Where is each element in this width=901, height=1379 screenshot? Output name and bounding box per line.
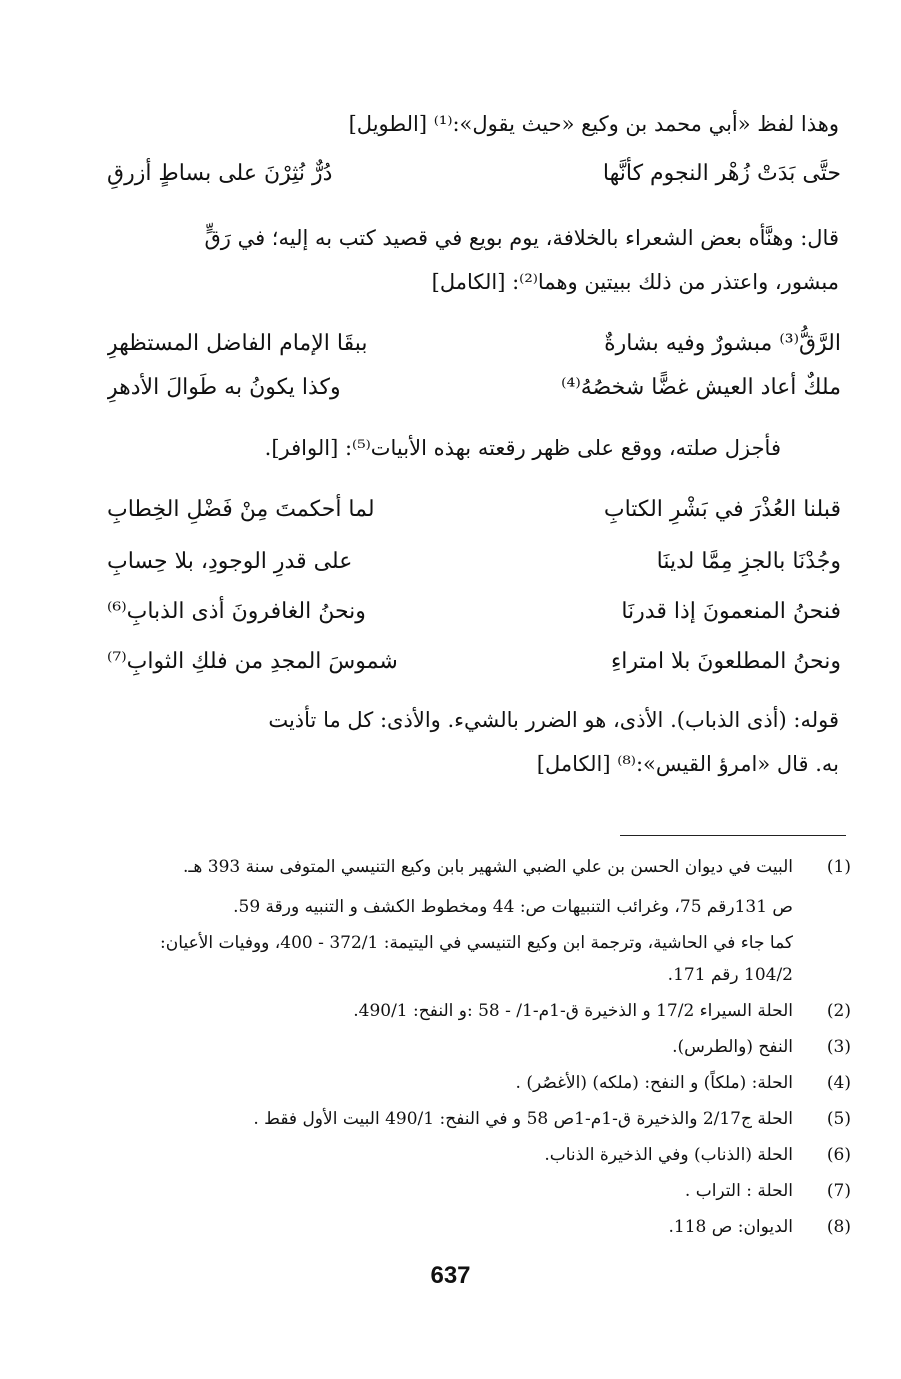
footnote-8-number: (8) <box>826 1217 851 1237</box>
paragraph-4-line-1: قوله: (أذى الذباب). الأذى، هو الضرر بالشيء. والأذى: كل ما تأذيت <box>268 708 839 732</box>
verse-7-second-hemistich: شموسَ المجدِ من فلكِ الثوابِ⁽⁷⁾ <box>107 649 398 674</box>
footnote-5-text: الحلة ج2/17 والذخيرة ق-1م-1ص 58 و في النفح: 490/1 البيت الأول فقط . <box>253 1109 793 1129</box>
verse-5-first-hemistich: وجُدْنَا بالجزِ مِمَّا لدينَا <box>656 549 841 574</box>
footnote-8 <box>151 1212 851 1242</box>
verse-1-second-hemistich: دُرٌّ نُثِرْنَ على بساطٍ أزرقِ <box>107 161 333 186</box>
footnote-1-line-1: البيت في ديوان الحسن بن علي الضبي الشهير بابن وكيع التنيسي المتوفى سنة 393 هـ. <box>183 857 793 877</box>
verse-3-first-hemistich: ملكٌ أعاد العيش غضًّا شخصُهُ⁽⁴⁾ <box>561 375 841 400</box>
verse-7 <box>107 640 841 684</box>
paragraph-2-line-2: مبشور، واعتذر من ذلك ببيتين وهما⁽²⁾: [الكامل] <box>431 270 839 294</box>
footnote-1-line-3: كما جاء في الحاشية، وترجمة ابن وكيع التنيسي في اليتيمة: 372/1 - 400، ووفيات الأعيان: <box>160 933 793 953</box>
footnote-1-line-4: 104/2 رقم 171. <box>667 965 793 985</box>
footnote-3-number: (3) <box>826 1037 851 1057</box>
verse-5-second-hemistich: على قدرِ الوجودِ، بلا حِسابِ <box>107 549 353 574</box>
footnote-2 <box>151 996 851 1026</box>
footnote-7-number: (7) <box>826 1181 851 1201</box>
footnote-1-number: (1) <box>826 857 851 877</box>
verse-6-first-hemistich: فنحنُ المنعمونَ إذا قدرنَا <box>621 599 841 624</box>
page-number: 637 <box>430 1262 471 1289</box>
verse-2-second-hemistich: ببقَا الإمام الفاضل المستظهرِ <box>107 331 368 356</box>
footnote-8-text: الديوان: ص 118. <box>668 1217 793 1237</box>
footnote-2-text: الحلة السيراء 17/2 و الذخيرة ق-1م-1/ - 58 :و النفح: 490/1. <box>353 1001 793 1021</box>
verse-4-second-hemistich: لما أحكمتَ مِنْ فَضْلِ الخِطابِ <box>107 497 375 522</box>
verse-5 <box>107 540 841 584</box>
verse-4-first-hemistich: قبلنا العُذْرَ في بَشْرِ الكتابِ <box>603 497 841 522</box>
footnote-3 <box>151 1032 851 1062</box>
footnote-2-number: (2) <box>826 1001 851 1021</box>
footnote-6-text: الحلة (الذناب) وفي الذخيرة الذناب. <box>544 1145 793 1165</box>
footnote-4-text: الحلة: (ملكاً) و النفح: (ملكه) (الأغصُر) . <box>515 1073 793 1093</box>
footnote-1-line-2: ص 131رقم 75، وغرائب التنبيهات ص: 44 ومخطوط الكشف و التنبيه ورقة 59. <box>233 897 793 917</box>
footnote-1 <box>151 852 851 882</box>
footnote-4-number: (4) <box>826 1073 851 1093</box>
paragraph-4-line-2: به. قال «امرؤ القيس»:⁽⁸⁾ [الكامل] <box>536 752 839 776</box>
footnote-5-number: (5) <box>826 1109 851 1129</box>
verse-2-first-hemistich: الرَّقُّ⁽³⁾ مبشورٌ وفيه بشارةٌ <box>604 331 841 356</box>
verse-2 <box>107 322 841 366</box>
footnote-4 <box>151 1068 851 1098</box>
paragraph-2-line-1: قال: وهنَّأه بعض الشعراء بالخلافة، يوم بويع في قصيد كتب به إليه؛ في رَقٍّ <box>204 226 839 250</box>
verse-6-second-hemistich: ونحنُ الغافرونَ أذى الذبابِ⁽⁶⁾ <box>107 599 366 624</box>
verse-7-first-hemistich: ونحنُ المطلعونَ بلا امتراءِ <box>610 649 841 674</box>
verse-3-second-hemistich: وكذا يكونُ به طَوالَ الأدهرِ <box>107 375 341 400</box>
footnote-3-text: النفح (والطرس). <box>672 1037 793 1057</box>
verse-6 <box>107 590 841 634</box>
footnote-7-text: الحلة : التراب . <box>684 1181 793 1201</box>
verse-3 <box>107 366 841 410</box>
verse-4 <box>107 488 841 532</box>
paragraph-3: فأجزل صلته، ووقع على ظهر رقعته بهذه الأبيات⁽⁵⁾: [الوافر]. <box>264 436 781 460</box>
footnote-5 <box>151 1104 851 1134</box>
verse-1-first-hemistich: حتَّى بَدَتْ زُهْر النجوم كأنَّها <box>602 161 841 186</box>
verse-1 <box>107 152 841 196</box>
footnote-6-number: (6) <box>826 1145 851 1165</box>
footnote-6 <box>151 1140 851 1170</box>
footnote-separator <box>620 835 846 836</box>
footnote-7 <box>151 1176 851 1206</box>
intro-line: وهذا لفظ «أبي محمد بن وكيع «حيث يقول»:⁽¹⁾ [الطويل] <box>348 112 839 136</box>
